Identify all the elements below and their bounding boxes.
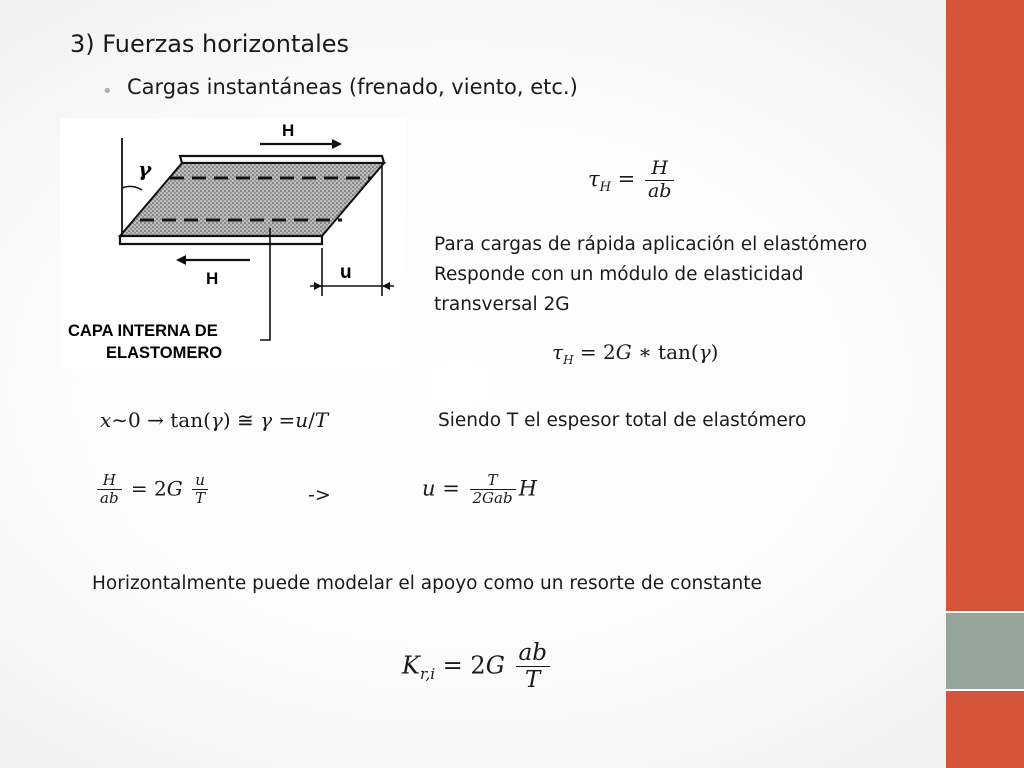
elastomer-shear-figure: [60, 118, 406, 368]
horizontal-note: Horizontalmente puede modelar el apoyo como un resorte de constante: [92, 573, 762, 594]
strip-divider: [946, 611, 1024, 613]
strip-red-bottom: [946, 690, 1024, 768]
equation-tau-h-definition: $\tau_H$ = $\frac{H}{ab}$: [588, 158, 677, 203]
caption-line-1: CAPA INTERNA DE: [68, 322, 218, 340]
bullet-dot: •: [102, 81, 113, 102]
rapid-line-2: Responde con un módulo de elasticidad: [434, 264, 804, 285]
rapid-line-3: transversal 2G: [434, 294, 570, 315]
label-h-bottom: H: [206, 269, 219, 288]
equation-tau-h-tan: $\tau_H = 2G$ ∗ tan(γ): [552, 340, 719, 367]
caption-line-2: ELASTOMERO: [106, 344, 223, 362]
label-gamma: γ: [138, 157, 152, 181]
equation-ratio: $\frac{H}{ab}$ = 2G $\frac{u}{T}$: [94, 472, 211, 508]
bullet-text: Cargas instantáneas (frenado, viento, etc.): [127, 75, 578, 99]
label-h-top: H: [282, 121, 295, 140]
slide-title: 3) Fuerzas horizontales: [70, 30, 350, 58]
equation-small-angle: x∼0 → tan(γ) ≅ γ =u/T: [100, 408, 329, 432]
decorative-side-strip: [946, 0, 1024, 768]
label-u: u: [340, 262, 352, 283]
strip-divider: [946, 689, 1024, 691]
equation-spring-constant: $K_{r,i} = 2G$ $\frac{ab}{T}$: [402, 640, 553, 694]
equation-u-solution: u = $\frac{T}{\text{2Gab}}$ H: [422, 471, 537, 508]
rapid-line-1: Para cargas de rápida aplicación el elastómero: [434, 234, 868, 255]
implies-arrow: ->: [308, 484, 331, 506]
thickness-note: Siendo T el espesor total de elastómero: [438, 410, 807, 431]
elastomer-diagram: [60, 118, 406, 368]
rapid-loading-text: [434, 230, 867, 320]
strip-red-top: [946, 0, 1024, 612]
elastomer-body: [120, 163, 384, 236]
top-plate: [180, 156, 384, 163]
bottom-plate: [120, 236, 322, 244]
strip-green-middle: [946, 612, 1024, 690]
